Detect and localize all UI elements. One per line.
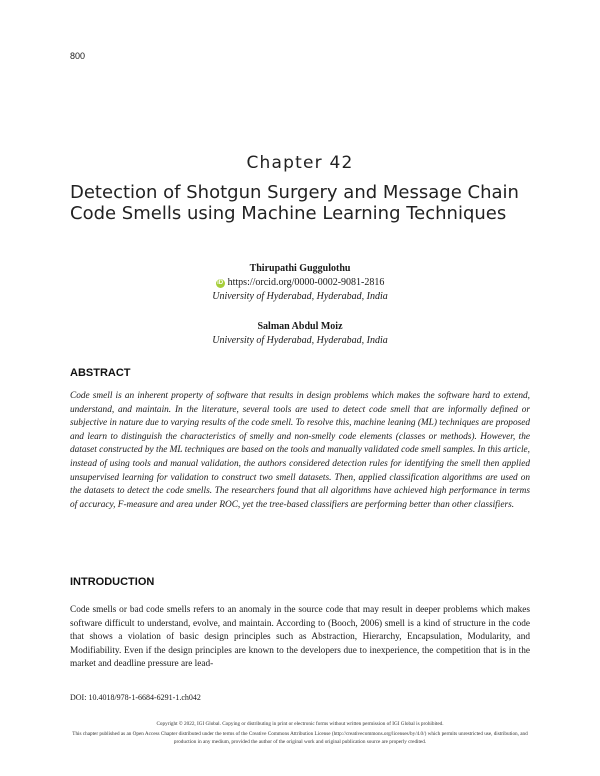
license-notice: This chapter published as an Open Access Chapter distributed under the terms of the Creative Commons Attribution License (http://creativecommons.org/licenses/by/4.0/) which permits unrestricted use, distribution, and production in any medium, provided the author of the original work and original publication source are properly credited. xyxy=(72,731,528,745)
author-affiliation: University of Hyderabad, Hyderabad, India xyxy=(212,335,388,346)
author-name: Salman Abdul Moiz xyxy=(257,321,343,332)
introduction-heading: INTRODUCTION xyxy=(70,576,155,588)
doi: DOI: 10.4018/978-1-6684-6291-1.ch042 xyxy=(70,693,201,702)
introduction-text: Code smells or bad code smells refers to an anomaly in the source code that may result in deeper problems which makes software difficult to understand, evolve, and maintain. According to (Booch, 2006) smell is a kind of structure in the code that shows a violation of basic design principles such as Abstraction, Hierarchy, Encapsulation, Modularity, and Modifiability. Even if the design principles are known to the developers due to inexperience, the competition that is in the market and deadline pressure are lead- xyxy=(70,605,530,670)
orcid-row xyxy=(0,276,600,290)
author-name: Thirupathi Guggulothu xyxy=(249,263,351,274)
copyright-footer xyxy=(70,720,530,746)
abstract-heading: ABSTRACT xyxy=(70,367,131,379)
copyright-notice: Copyright © 2022, IGI Global. Copying or distributing in print or electronic forms without written permission of IGI Global is prohibited. xyxy=(156,721,444,727)
page-number: 800 xyxy=(70,51,86,61)
author-affiliation: University of Hyderabad, Hyderabad, India xyxy=(212,291,388,302)
abstract-text: Code smell is an inherent property of software that results in design problems which makes the software hard to extend, understand, and maintain. In the literature, several tools are used to detect code smell that are informally defined or subjective in nature due to varying results of the code smell. To resolve this, machine leaning (ML) techniques are proposed and learn to distinguish the characteristics of smelly and non-smelly code elements (classes or methods). However, the dataset constructed by the ML techniques are based on the tools and manually validated code smell samples. In this article, instead of using tools and manual validation, the authors considered detection rules for identifying the smell then applied unsupervised learning for validation to construct two smell datasets. Then, applied classification algorithms are used on the datasets to detect the code smells. The researchers found that all algorithms have achieved high performance in terms of accuracy, F-measure and area under ROC, yet the tree-based classifiers are performing better than other classifiers. xyxy=(70,391,530,510)
author-block xyxy=(0,262,600,348)
orcid-icon: iD xyxy=(217,280,224,286)
chapter-title: Detection of Shotgun Surgery and Message Chain Code Smells using Machine Learning Techniques xyxy=(70,182,519,224)
orcid-link[interactable]: https://orcid.org/0000-0002-9081-2816 xyxy=(227,277,385,288)
chapter-label: Chapter 42 xyxy=(246,153,354,173)
